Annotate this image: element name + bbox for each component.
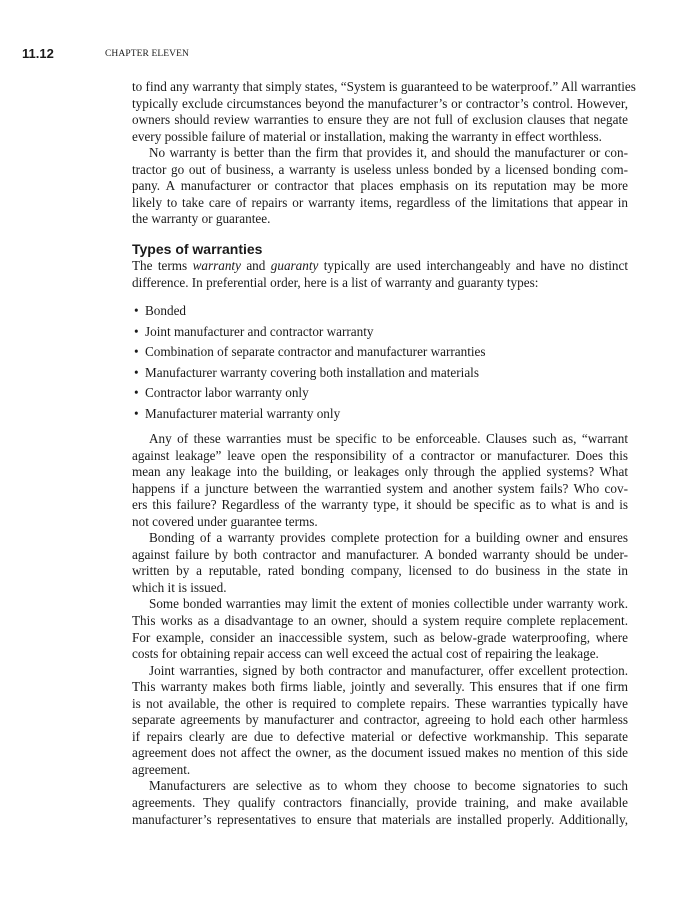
list-item-text: Joint manufacturer and contractor warranty (145, 323, 374, 339)
list-item (132, 384, 486, 405)
text-line: No warranty is better than the firm that provides it, and should the manufacturer or con- (149, 145, 628, 161)
text-line: the warranty or guarantee. (132, 211, 271, 227)
text-line: For example, consider an inaccessible system, such as below-grade waterproofing, where (132, 629, 628, 645)
text-line: if repairs clearly are due to defective material or defective workmanship. This separate (132, 728, 628, 744)
emphasized-term: guaranty (270, 258, 319, 273)
paragraph (132, 663, 628, 779)
text-line: agreement. (132, 761, 191, 777)
bullet-icon: • (134, 405, 139, 421)
text-line: difference. In preferential order, here is a list of warranty and guaranty types: (132, 274, 539, 290)
paragraph (132, 596, 628, 662)
paragraph (132, 79, 636, 145)
text-line: Some bonded warranties may limit the extent of monies collectible under warranty work. (149, 596, 628, 612)
text-line: agreement does not affect the owner, as the document issued makes no mention of this side (132, 745, 628, 761)
text-line: costs for obtaining repair access can well exceed the actual cost of repairing the leakage. (132, 646, 599, 662)
text-line: Manufacturers are selective as to whom they choose to become signatories to such (149, 778, 628, 794)
text-segment: typically are used interchangeably and have no distinct (318, 258, 629, 273)
text-line: separate agreements by manufacturer and contractor, agreeing to hold each other harmless (132, 712, 628, 728)
text-line: agreements. They qualify contractors financially, provide training, and make available (132, 795, 628, 811)
chapter-title: CHAPTER ELEVEN (105, 49, 189, 59)
list-item-text: Contractor labor warranty only (145, 385, 309, 401)
list-item-text: Manufacturer warranty covering both installation and materials (145, 364, 479, 380)
text-line: pany. A manufacturer or contractor that places emphasis on its reputation may be more (132, 178, 628, 194)
list-item-text: Combination of separate contractor and manufacturer warranties (145, 344, 486, 360)
emphasized-term: warranty (192, 258, 241, 273)
list-item (132, 405, 486, 426)
text-line: likely to take care of repairs or warranty items, regardless of the limitations that appear in (132, 194, 628, 210)
text-segment: The terms (132, 258, 193, 273)
list-item (132, 323, 486, 344)
text-line: not covered under guarantee terms. (132, 513, 318, 529)
bullet-icon: • (134, 303, 139, 318)
text-line: every possible failure of material or installation, making the warranty in effect worthless. (132, 128, 602, 144)
body-block-2 (132, 431, 628, 828)
text-line: manufacturer’s representatives to ensure that materials are installed properly. Additionally, (132, 811, 628, 827)
warranty-types-list (132, 302, 486, 426)
text-line (132, 258, 628, 275)
intro-paragraph (132, 258, 628, 291)
body-block-1 (132, 79, 636, 228)
text-line: Bonding of a warranty provides complete protection for a building owner and ensures (149, 530, 628, 546)
paragraph (132, 778, 628, 828)
text-line: Any of these warranties must be specific to be enforceable. Clauses such as, “warrant (149, 431, 628, 446)
text-line: Joint warranties, signed by both contractor and manufacturer, offer excellent protection. (149, 662, 628, 678)
text-segment: and (240, 258, 271, 273)
bullet-icon: • (134, 323, 139, 339)
text-line: against failure by both contractor and manufacturer. A bonded warranty should be under- (132, 546, 628, 562)
list-item-text: Bonded (145, 303, 187, 318)
paragraph (132, 530, 628, 596)
list-item (132, 302, 486, 323)
text-line: written by a reputable, rated bonding company, licensed to do business in the state in (132, 563, 628, 579)
text-line: owners should review warranties to ensure they are not full of exclusion clauses that negate (132, 112, 628, 128)
text-line: happens if a juncture between the warrantied system and another system fails? Who cov- (132, 480, 628, 496)
list-item (132, 364, 486, 385)
text-line: ers this failure? Regardless of the warranty type, it should be specific as to what is and is (132, 497, 628, 513)
text-line: This warranty makes both firms liable, jointly and severally. This ensures that if one firm (132, 679, 628, 695)
text-line: is not available, the other is required to complete repairs. These warranties typically have (132, 695, 628, 711)
page-number: 11.12 (22, 46, 54, 61)
text-line: against leakage” leave open the responsibility of a contractor or manufacturer. Does this (132, 447, 628, 463)
list-item-text: Manufacturer material warranty only (145, 405, 341, 421)
paragraph (132, 431, 628, 530)
paragraph (132, 258, 628, 291)
bullet-icon: • (134, 364, 139, 380)
bullet-icon: • (134, 344, 139, 360)
text-line: typically exclude circumstances beyond the manufacturer’s or contractor’s control. However, (132, 95, 628, 111)
section-heading: Types of warranties (132, 241, 263, 257)
text-line: tractor go out of business, a warranty is useless unless bonded by a licensed bonding com- (132, 161, 628, 177)
text-line: This works as a disadvantage to an owner, should a system require complete replacement. (132, 613, 628, 629)
text-line: to find any warranty that simply states, “System is guaranteed to be waterproof.” All warranties (132, 79, 636, 94)
text-line: which it is issued. (132, 579, 227, 595)
list-item (132, 343, 486, 364)
bullet-icon: • (134, 385, 139, 401)
text-line: mean any leakage into the building, or leakages only through the applied systems? What (132, 464, 628, 480)
paragraph (132, 145, 628, 228)
